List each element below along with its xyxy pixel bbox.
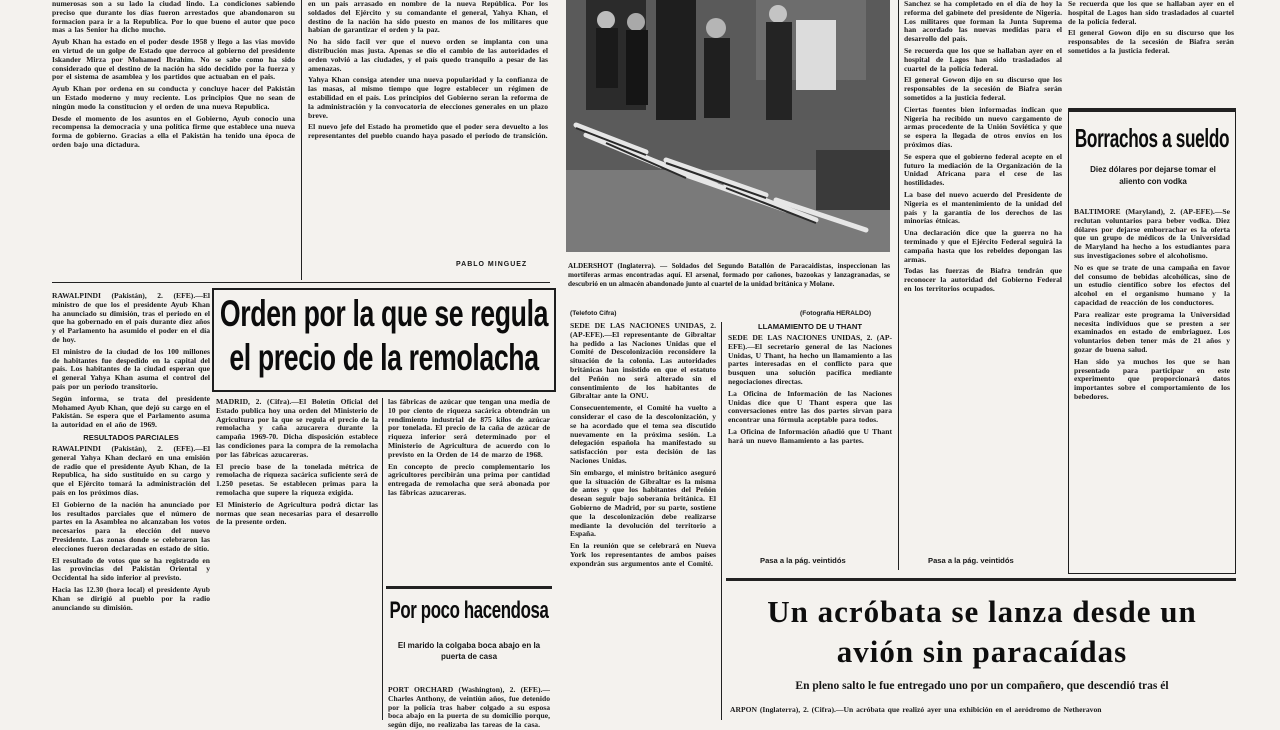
paragraph: La base del nuevo acuerdo del Presidente de Nigeria es el mantenimiento de la unidad del país y la garantía de los derechos de las minorías étnicas.	[904, 189, 1062, 226]
paragraph: Según informa, se trata del presidente Mohamed Ayub Khan, que dejó su cargo en el Pakistán. Se espera que el Parlamento asuma la autoridad en el año de 1969.	[52, 393, 210, 430]
paragraph: SEDE DE LAS NACIONES UNIDAS, 2. (AP-EFE).—El secretario general de las Naciones Unidas, U Thant, ha hecho un llamamiento a las partes interesadas en el conflicto para que busquen una solución pacífica mediante negociaciones directas.	[728, 333, 892, 386]
paragraph: Sanchez se ha completado en el día de hoy la reforma del gabinete del presidente de Nigeria. Los militares que forman la Junta Suprema han acordado las nuevas medidas para el desarrollo del país.	[904, 0, 1062, 44]
photo-soldiers-weapons	[566, 0, 890, 252]
paragraph: Ciertas fuentes bien informadas indican que Nigeria ha recibido un nuevo cargamento de armas procedente de la Unión Soviética y que se espera la llegada de otros envíos en los próximos días.	[904, 104, 1062, 149]
paragraph: en un pais arrasado en nombre de la nueva República. Por los soldados del Ejército y su comandante el general, Yahya Khan, el destino de la nación ha sido puesto en manos de los militares que habían de garantizar el orden y la paz.	[308, 0, 548, 35]
paragraph: No ha sido facil ver que el nuevo orden se implanta con una distribución mas justa. Apenas se dio el cambio de las autoridades el orden volvió a las ciudades, y el país quedo tranquilo a pesar de las amenazas.	[308, 37, 548, 73]
paragraph: PORT ORCHARD (Washington), 2. (EFE).—Charles Anthony, de veintiún años, fue detenido por la policía tras haber colgado a su esposa boca abajo en la puerta de su domicilio porque, según dijo, no realizaba las tareas de la casa.	[388, 685, 550, 730]
article-continuation-column	[308, 0, 548, 258]
author-signature: PABLO MINGUEZ	[456, 261, 528, 268]
paragraph: El resultado de votos que se ha registrado en las provincias del Pakistán Oriental y Occidental ha sido inferior al previsto.	[52, 555, 210, 583]
article-acrobata	[730, 706, 1234, 720]
paragraph: Yahya Khan consiga atender una nueva popularidad y la confianza de las masas, al mismo tiempo que logre establecer un régimen de estabilidad en el país. Los principios del Gobierno seran la reforma de la administración y la convocatoria de elecciones generales en un plazo breve.	[308, 75, 548, 120]
subheadline-acrobata: En pleno salto le fue entregado uno por un compañero, que descendió tras él	[795, 680, 1169, 692]
photo-caption: ALDERSHOT (Inglaterra). — Soldados del Segundo Batallón de Paracaidistas, inspeccionan las mortíferas armas encontradas aquí. El arsenal, formado por cañones, bazookas y lanzagranadas, se descubrió en un almacén abandonado junto al cuartel de la unidad británica y Molane.	[568, 262, 890, 288]
paragraph: El Gobierno de la nación ha anunciado por los resultados parciales que el número de partes en la Asamblea no alcanzaban los votos necesarios para la elección del nuevo Presidente. Las zonas donde se celebraron las elecciones fueron declaradas en estado de sitio.	[52, 499, 210, 553]
section-subheading: RESULTADOS PARCIALES	[83, 432, 179, 442]
headline-text: Orden por la que se regula el precio de la remolacha	[219, 293, 549, 378]
headline-text: Por poco hacendosa	[389, 597, 549, 624]
headline-hacendosa	[386, 596, 552, 632]
paragraph: En concepto de precio complementario los agricultores percibirán una prima por cantidad entregada de remolacha que será abonada por las fábricas azucareras.	[388, 461, 550, 497]
article-remolacha-col1	[216, 398, 378, 720]
box-top-rule	[1068, 108, 1236, 112]
column-divider	[898, 0, 899, 570]
continued-note: Pasa a la pág. veintidós	[760, 556, 846, 565]
article-pakistan-column	[52, 0, 295, 282]
subheadline-borrachos: Diez dólares por dejarse tomar el aliento con vodka	[1090, 165, 1216, 186]
paragraph: Todas las fuerzas de Biafra tendrán que reconocer la autoridad del Gobierno Federal en los territorios ocupados.	[904, 266, 1062, 293]
subheadline-hacendosa: El marido la colgaba boca abajo en la puerta de casa	[397, 641, 541, 661]
paragraph: numerosas son a su lado la ciudad lindo. La condiciones sabiendo preciso que durante los días fueron arrestados que abandonaron su formacion para ir a la Republica. Por lo que bueno el autor que poco mas a las Senior ha dicho mucho.	[52, 0, 295, 35]
paragraph: Se recuerda que los que se hallaban ayer en el hospital de Lagos han sido trasladados al cuartel de la policía federal.	[1068, 0, 1234, 26]
headline-remolacha	[218, 292, 550, 388]
article-borrachos	[1074, 208, 1230, 568]
paragraph: RAWALPINDI (Pakistán), 2. (EFE).—El general Yahya Khan declaró en una emisión de radio que el presidente Ayub Khan, de la Republica, ha sido sustituido en su cargo y que el Ejército tomará la administración del país en los próximos días.	[52, 443, 210, 497]
paragraph: SEDE DE LAS NACIONES UNIDAS, 2. (AP-EFE).—El representante de Gibraltar ha pedido a las Naciones Unidas que el Comité de Descolonización reconsidere la situación de la colonia. Las autoridades británicas han insistido en que el estatuto del Peñón no será alterado sin el consentimiento de los habitantes de Gibraltar ante la ONU.	[570, 321, 716, 401]
photo-credit-left: (Telefoto Cifra)	[570, 310, 617, 317]
section-divider	[52, 282, 550, 283]
paragraph: Desde el momento de los asuntos en el Gobierno, Ayub conocio una recompensa la democracia y una política firme que establece una nueva forma de gobierno. Gracias a ella el Pakistán ha tenido una época de orden bajo una dictadura.	[52, 113, 295, 149]
column-divider	[721, 322, 722, 720]
column-divider	[382, 398, 383, 720]
paragraph: No es que se trate de una campaña en favor del consumo de bebidas alcohólicas, sino de un estudio científico sobre los efectos del alcohol en el organismo humano y la capacidad de reacción de los conductores.	[1074, 262, 1230, 307]
paragraph: Ayub Khan ha estado en el poder desde 1958 y llego a las vias movido en virtud de un golpe de Estado que derroco al gobierno del presidente Iskander Mirza por Mohamed Ibrahim. No se sabe como ha sido considerado que el destino de la nación ha sido decidido por la fuerza y por el sistema de asamblea y los partidos que actuaban en el pais.	[52, 37, 295, 82]
paragraph: El general Gowon dijo en su discurso que los responsables de la secesión de Biafra serán sometidos a la justicia federal.	[904, 75, 1062, 102]
headline-acrobata: Un acróbata se lanza desde un avión sin paracaídas	[767, 594, 1197, 669]
paragraph: ARPON (Inglaterra), 2. (Cifra).—Un acróbata que realizó ayer una exhibición en el aeródromo de Netheravon	[730, 705, 1102, 714]
paragraph: Han sido ya muchos los que se han presentado para participar en este experimento que proporcionará datos importantes sobre el comportamiento de los bebedores.	[1074, 356, 1230, 401]
article-gibraltar-onu	[570, 322, 716, 720]
paragraph: Sin embargo, el ministro británico aseguró que la situación de Gibraltar es la misma de antes y que los habitantes del Peñón desean seguir bajo soberanía británica. El Gobierno de Madrid, por su parte, sostiene que la descolonización debe realizarse mediante la devolución del territorio a España.	[570, 467, 716, 539]
paragraph: las fábricas de azúcar que tengan una media de 10 por ciento de riqueza sacárica obtendrán un rendimiento industrial de 875 kilos de azúcar por tonelada. El precio de la caña de azúcar de riqueza inferior será determinado por el Ministerio de Agricultura de acuerdo con lo previsto en la Orden de 14 de marzo de 1968.	[388, 397, 550, 459]
paragraph: En la reunión que se celebrará en Nueva York los representantes de ambos países expondrán sus argumentos ante el Comité.	[570, 541, 716, 568]
article-top-right-fragment	[1068, 0, 1234, 100]
subheading-llamamiento: LLAMAMIENTO DE U THANT	[757, 322, 863, 331]
column-divider	[301, 0, 302, 280]
news-photo	[566, 0, 890, 252]
box-top-rule	[386, 586, 552, 589]
paragraph: El precio base de la tonelada métrica de remolacha de riqueza sacárica suficiente será de 1.250 pesetas. Se establecen primas para la remolacha que supere la riqueza exigida.	[216, 461, 378, 497]
article-remolacha-col2	[388, 398, 550, 576]
paragraph: Se espera que el gobierno federal acepte en el futuro la mediación de la Organización de la Unidad Africana para el cese de las hostilidades.	[904, 151, 1062, 188]
paragraph: El Ministerio de Agricultura podrá dictar las normas que sean necesarias para el desarrollo de la presente orden.	[216, 499, 378, 527]
article-nigeria	[904, 0, 1062, 550]
paragraph: MADRID, 2. (Cifra).—El Boletín Oficial del Estado publica hoy una orden del Ministerio de Agricultura por la que se regula el precio de la remolacha y caña azucarera durante la campaña 1969-70. Dicha disposición establece las condiciones para la compra de la remolacha por las fábricas azucareras.	[216, 397, 378, 459]
paragraph: Ayub Khan por ordena en su conducta y concluye hacer del Pakistán un Estado moderno y muy reciente. Los principios Que no sean de ningún modo la constitucion y el orden de una nueva Republica.	[52, 84, 295, 111]
paragraph: Para realizar este programa la Universidad necesita individuos que se presten a ser examinados en estado de embriaguez. Los voluntarios deben tener más de 21 años y gozar de buena salud.	[1074, 309, 1230, 354]
paragraph: La Oficina de Información de las Naciones Unidas dice que U Thant espera que las conversaciones entre las dos partes sirvan para encontrar una fórmula aceptable para todos.	[728, 388, 892, 425]
paragraph: El ministro de la ciudad de los 100 millones de habitantes fue despedido en la capital del país. Los habitantes de la ciudad esperan que el general Yahya Khan asuma el control del país por un periodo transitorio.	[52, 346, 210, 391]
paragraph: La Oficina de Información añadió que U Thant hará un nuevo llamamiento a las partes.	[728, 426, 892, 445]
paragraph: BALTIMORE (Maryland), 2. (AP-EFE).—Se reclutan voluntarios para beber vodka. Diez dólares por dejarse emborrachar es la oferta que un grupo de médicos de la Universidad de Maryland ha hecho a los estudiantes para sus investigaciones sobre el alcoholismo.	[1074, 207, 1230, 260]
photo-credit-right: (Fotografía HERALDO)	[800, 310, 872, 317]
paragraph: Consecuentemente, el Comité ha vuelto a considerar el caso de la descolonización, y se ha acordado que el tema sea discutido nuevamente en la próxima sesión. La delegación española ha manifestado su satisfacción por esta decisión de las Naciones Unidas.	[570, 403, 716, 465]
article-rawalpindi	[52, 292, 210, 720]
paragraph: Se recuerda que los que se hallaban ayer en el hospital de Lagos han sido trasladados al cuartel de la policía federal.	[904, 45, 1062, 73]
paragraph: Una declaración dice que la guerra no ha terminado y que el Ejército Federal seguirá la campaña hasta que los rebeldes depongan las armas.	[904, 228, 1062, 264]
headline-borrachos	[1070, 122, 1234, 156]
continued-note: Pasa a la pág. veintidós	[928, 556, 1014, 565]
paragraph: El general Gowon dijo en su discurso que los responsables de la secesión de Biafra serán sometidos a la justicia federal.	[1068, 28, 1234, 55]
article-u-thant	[728, 334, 892, 550]
section-divider	[726, 578, 1236, 581]
paragraph: Hacia las 12.30 (hora local) el presidente Ayub Khan se dirigió al pueblo por la radio anunciando su dimisión.	[52, 584, 210, 612]
paragraph: RAWALPINDI (Pakistán), 2. (EFE).—El ministro de que los el presidente Ayub Khan ha anunciado su dimisión, tras el periodo en el que ha gobernado en el país durante diez años y el Parlamento ha asumido el poder en el día de hoy.	[52, 291, 210, 344]
paragraph: El nuevo jefe del Estado ha prometido que el poder sera devuelto a los representantes del pueblo cuando haya pasado el periodo de transición.	[308, 122, 548, 141]
headline-text: Borrachos a sueldo	[1074, 123, 1230, 153]
article-hacendosa	[388, 685, 550, 730]
